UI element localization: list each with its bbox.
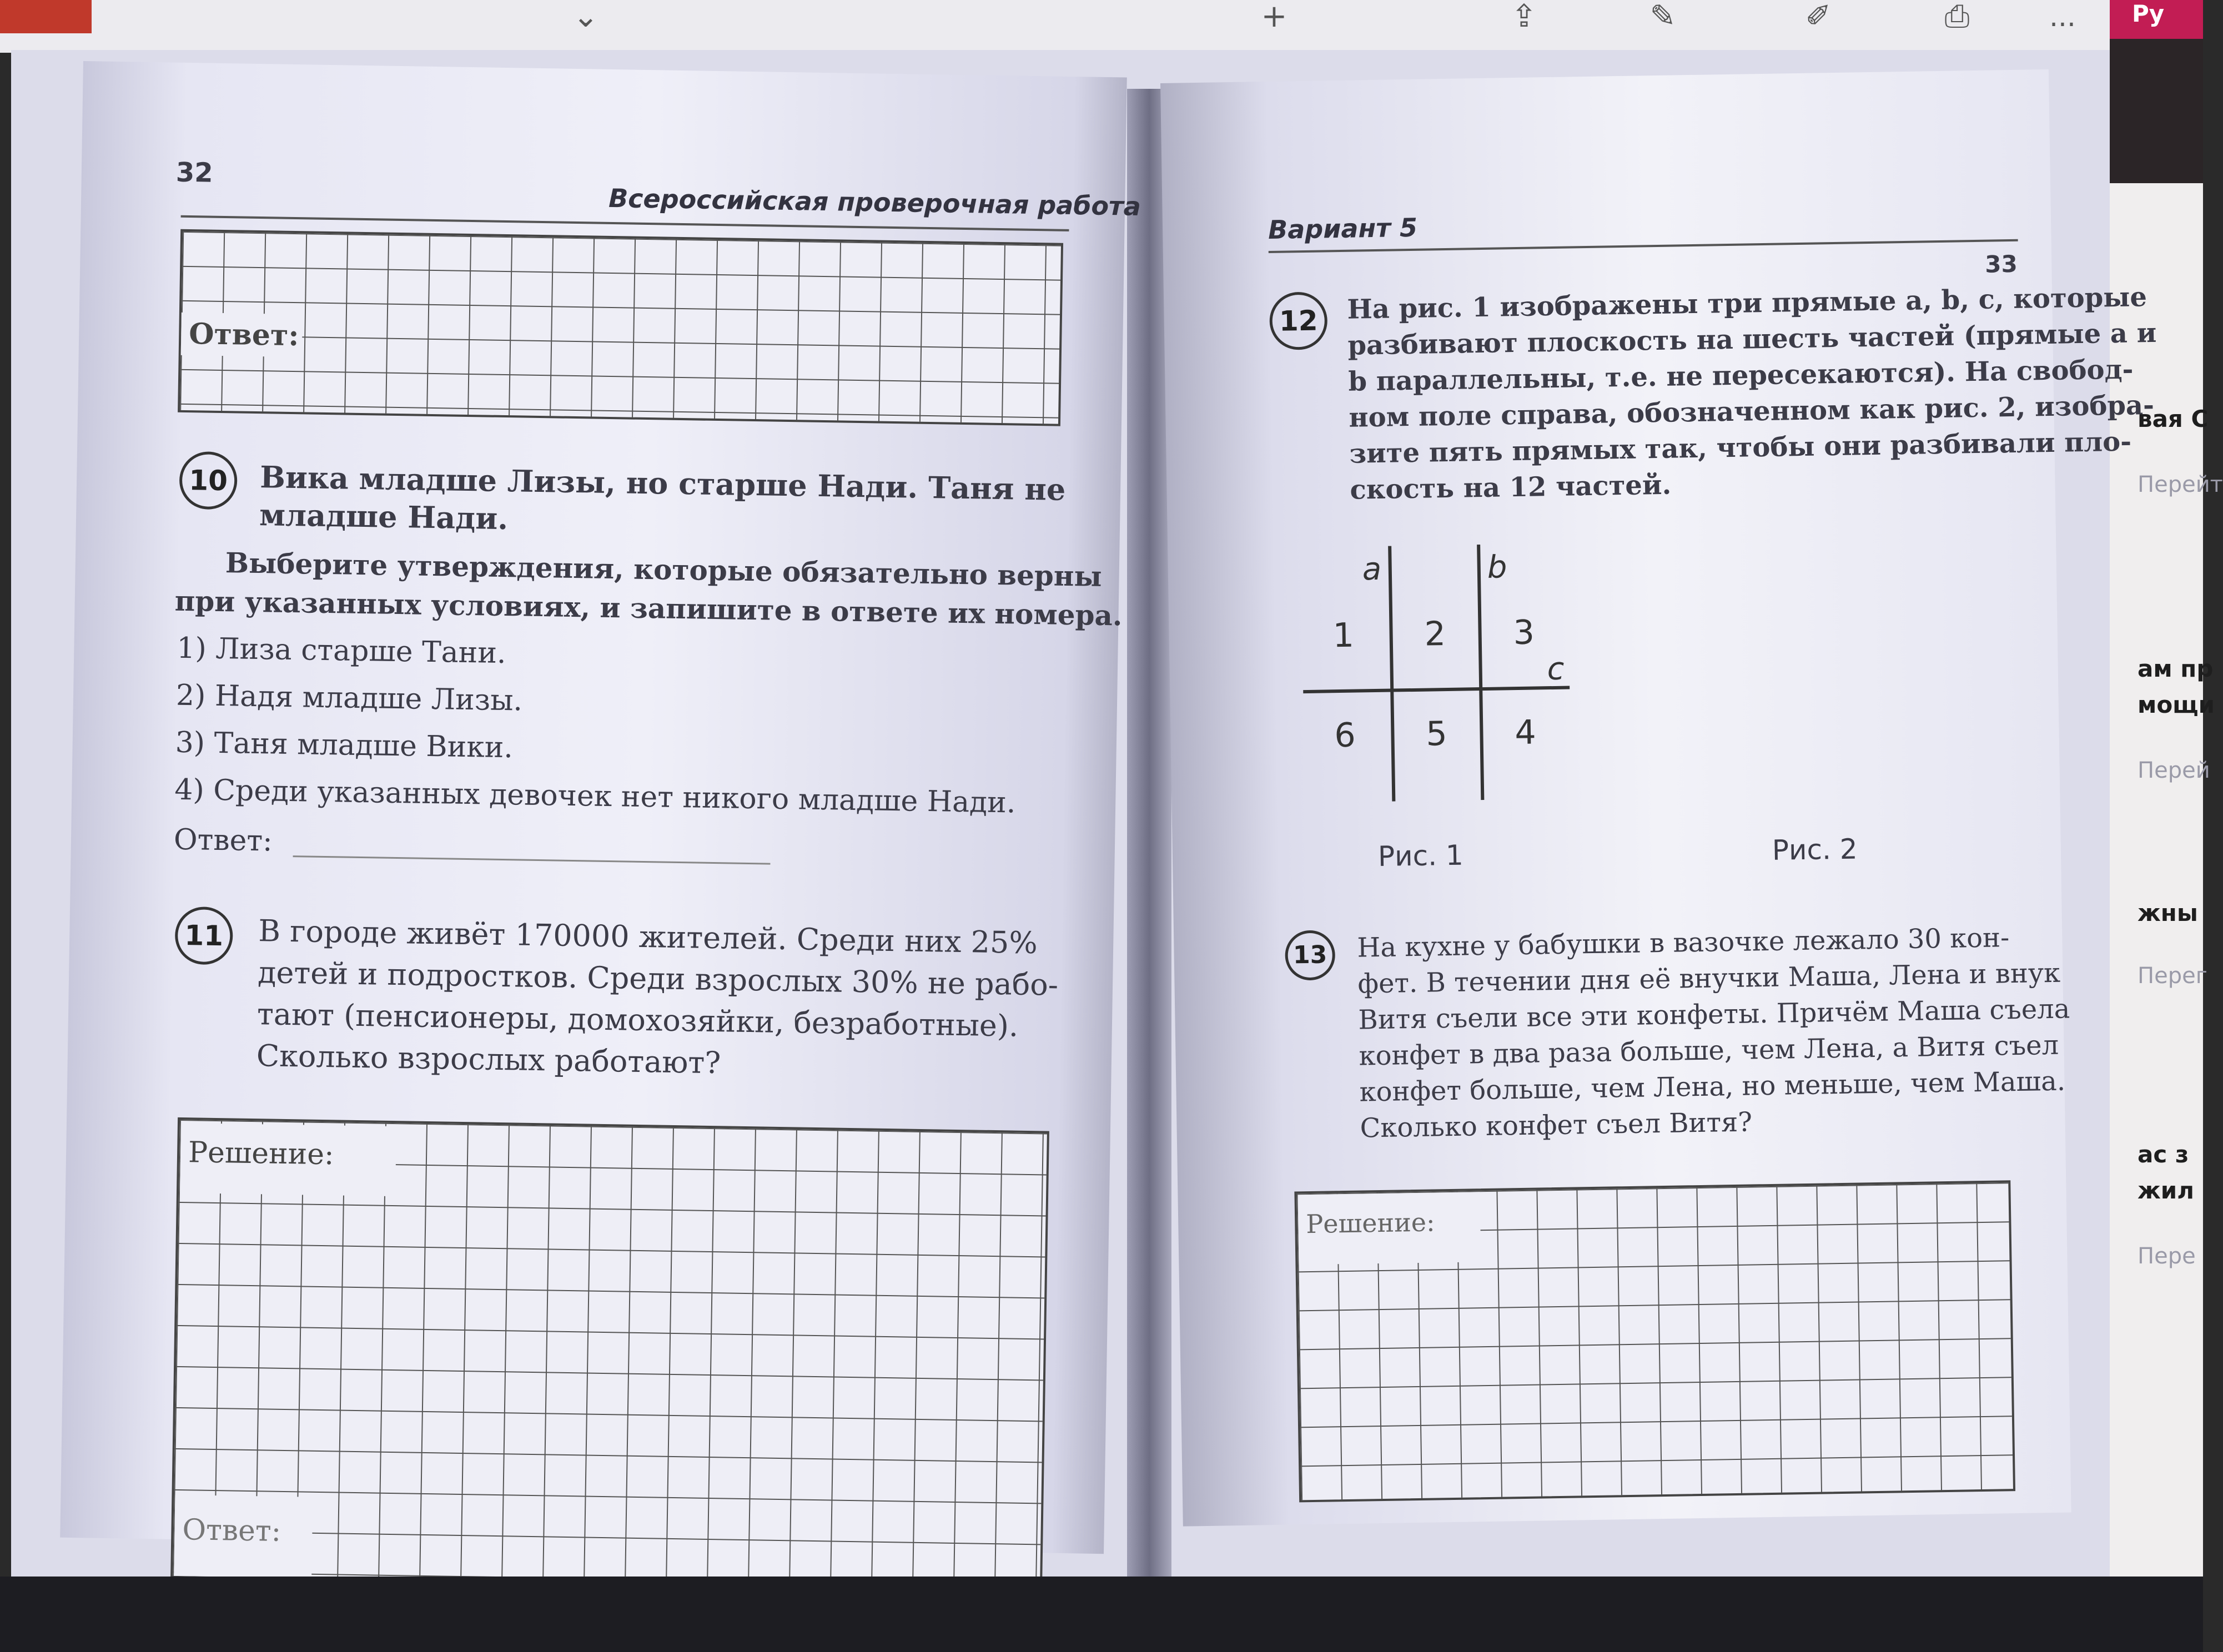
region-6: 6 (1334, 716, 1356, 756)
label-a: a (1362, 551, 1382, 588)
task12-line5: зите пять прямых так, чтобы они разбивали пло- (1349, 426, 2132, 470)
right-page-number: 33 (1984, 250, 2018, 278)
task12-line3: b параллельны, т.е. не пересекаются). На свобод- (1348, 354, 2134, 397)
tab-accent (0, 0, 92, 33)
task12-line1: На рис. 1 изображены три прямые a, b, c, которые (1347, 281, 2147, 325)
add-icon[interactable]: + (1261, 0, 1287, 34)
task11-line2: детей и подростков. Среди взрослых 30% не рабо- (257, 955, 1059, 1003)
task12-line2: разбивают плоскость на шесть частей (прямые a и (1347, 317, 2157, 361)
task10-answer-line[interactable] (293, 855, 771, 865)
side-item-link-4[interactable]: Пере (2138, 1243, 2196, 1269)
figure-2-caption: Рис. 2 (1772, 833, 1858, 867)
task10-condition-line2: младше Нади. (259, 497, 509, 537)
side-item-title-4b: жил (2138, 1177, 2194, 1204)
screen-bezel (0, 1577, 2203, 1652)
side-item-title-2b: мощи (2138, 691, 2215, 718)
task11-line4: Сколько взрослых работают? (256, 1038, 721, 1081)
profile-label[interactable]: Ру (2132, 0, 2165, 27)
region-5: 5 (1425, 714, 1448, 754)
task13-line2: фет. В течении дня её внучки Маша, Лена и внук (1357, 957, 2061, 1000)
task13-solution-label: Решение: (1297, 1192, 1481, 1265)
side-item-title-2a: ам пр (2138, 655, 2214, 682)
line-b (1478, 545, 1482, 800)
right-page (1160, 69, 2157, 1527)
side-item-link-1[interactable]: Перейт (2138, 472, 2223, 497)
region-1: 1 (1332, 616, 1355, 656)
running-title: Всероссийская проверочная работа (608, 183, 1141, 221)
task10-option-1: 1) Лиза старше Тани. (176, 631, 507, 671)
task10-option-3: 3) Таня младше Вики. (175, 726, 514, 765)
region-4: 4 (1514, 713, 1537, 753)
task10-option-4: 4) Среди указанных девочек нет никого младше Нади. (174, 773, 1016, 820)
task12-line6: скость на 12 частей. (1350, 469, 1672, 506)
task10-answer-label: Ответ: (173, 823, 273, 858)
dropdown-icon[interactable]: ⌄ (572, 0, 599, 34)
task10-instruction-line2: при указанных условиях, и запишите в ответе их номера. (174, 584, 1123, 632)
task13-line4: конфет в два раза больше, чем Лена, а Витя съел (1359, 1029, 2059, 1072)
variant-title: Вариант 5 (1268, 212, 1418, 245)
print-icon[interactable]: ⎙ (1944, 0, 1970, 34)
side-item-title-1: вая С (2138, 405, 2209, 432)
side-item-title-3: жны (2138, 899, 2198, 926)
task11-line1: В городе живёт 170000 жителей. Среди них 25% (258, 913, 1038, 961)
task10-condition-line1: Вика младше Лизы, но старше Нади. Таня не (259, 459, 1066, 507)
answer-label-task9: Ответ: (181, 313, 303, 357)
task10-instruction-line1: Выберите утверждения, которые обязательно верны (225, 546, 1103, 593)
task11-number: 11 (174, 906, 233, 965)
side-item-link-2[interactable]: Перей (2138, 758, 2210, 783)
figure-1-caption: Рис. 1 (1377, 839, 1464, 873)
left-page-number: 32 (175, 157, 214, 189)
side-item-link-3[interactable]: Перег (2138, 963, 2207, 989)
side-item-title-4a: ас з (2138, 1141, 2189, 1168)
task13-line6: Сколько конфет съел Витя? (1360, 1106, 1753, 1144)
task12-number: 12 (1269, 291, 1328, 350)
task10-number: 10 (179, 451, 238, 510)
left-page (60, 61, 1141, 1554)
draw-icon[interactable]: ✎ (1649, 0, 1676, 34)
more-menu-button[interactable]: ... (2049, 1, 2076, 33)
task11-line3: тают (пенсионеры, домохозяйки, безработные). (256, 996, 1019, 1044)
label-b: b (1487, 549, 1507, 586)
line-c (1303, 688, 1570, 692)
task13-line5: конфет больше, чем Лена, но меньше, чем Маша. (1359, 1065, 2066, 1108)
task11-solution-label: Решение: (180, 1123, 396, 1196)
region-3: 3 (1513, 613, 1535, 653)
task13-line3: Витя съели все эти конфеты. Причём Маша съела (1358, 993, 2070, 1036)
share-icon[interactable]: ⇪ (1511, 0, 1537, 34)
line-a (1390, 546, 1394, 802)
edit-icon[interactable]: ✐ (1805, 0, 1832, 34)
side-panel (2110, 0, 2223, 1652)
viewer-toolbar (0, 0, 2203, 53)
task13-line1: На кухне у бабушки в вазочке лежало 30 кон- (1357, 922, 2010, 964)
figure-1 (1295, 537, 1600, 830)
task11-answer-label: Ответ: (174, 1495, 313, 1578)
task12-line4: ном поле справа, обозначенном как рис. 2, изобра- (1349, 389, 2155, 434)
task10-option-2: 2) Надя младше Лизы. (175, 678, 523, 718)
label-c: c (1547, 651, 1565, 688)
answer-grid-task9[interactable] (178, 229, 1063, 426)
region-2: 2 (1424, 615, 1446, 654)
figure-2-drawing-area[interactable] (1656, 525, 2005, 819)
task13-number: 13 (1285, 930, 1335, 980)
